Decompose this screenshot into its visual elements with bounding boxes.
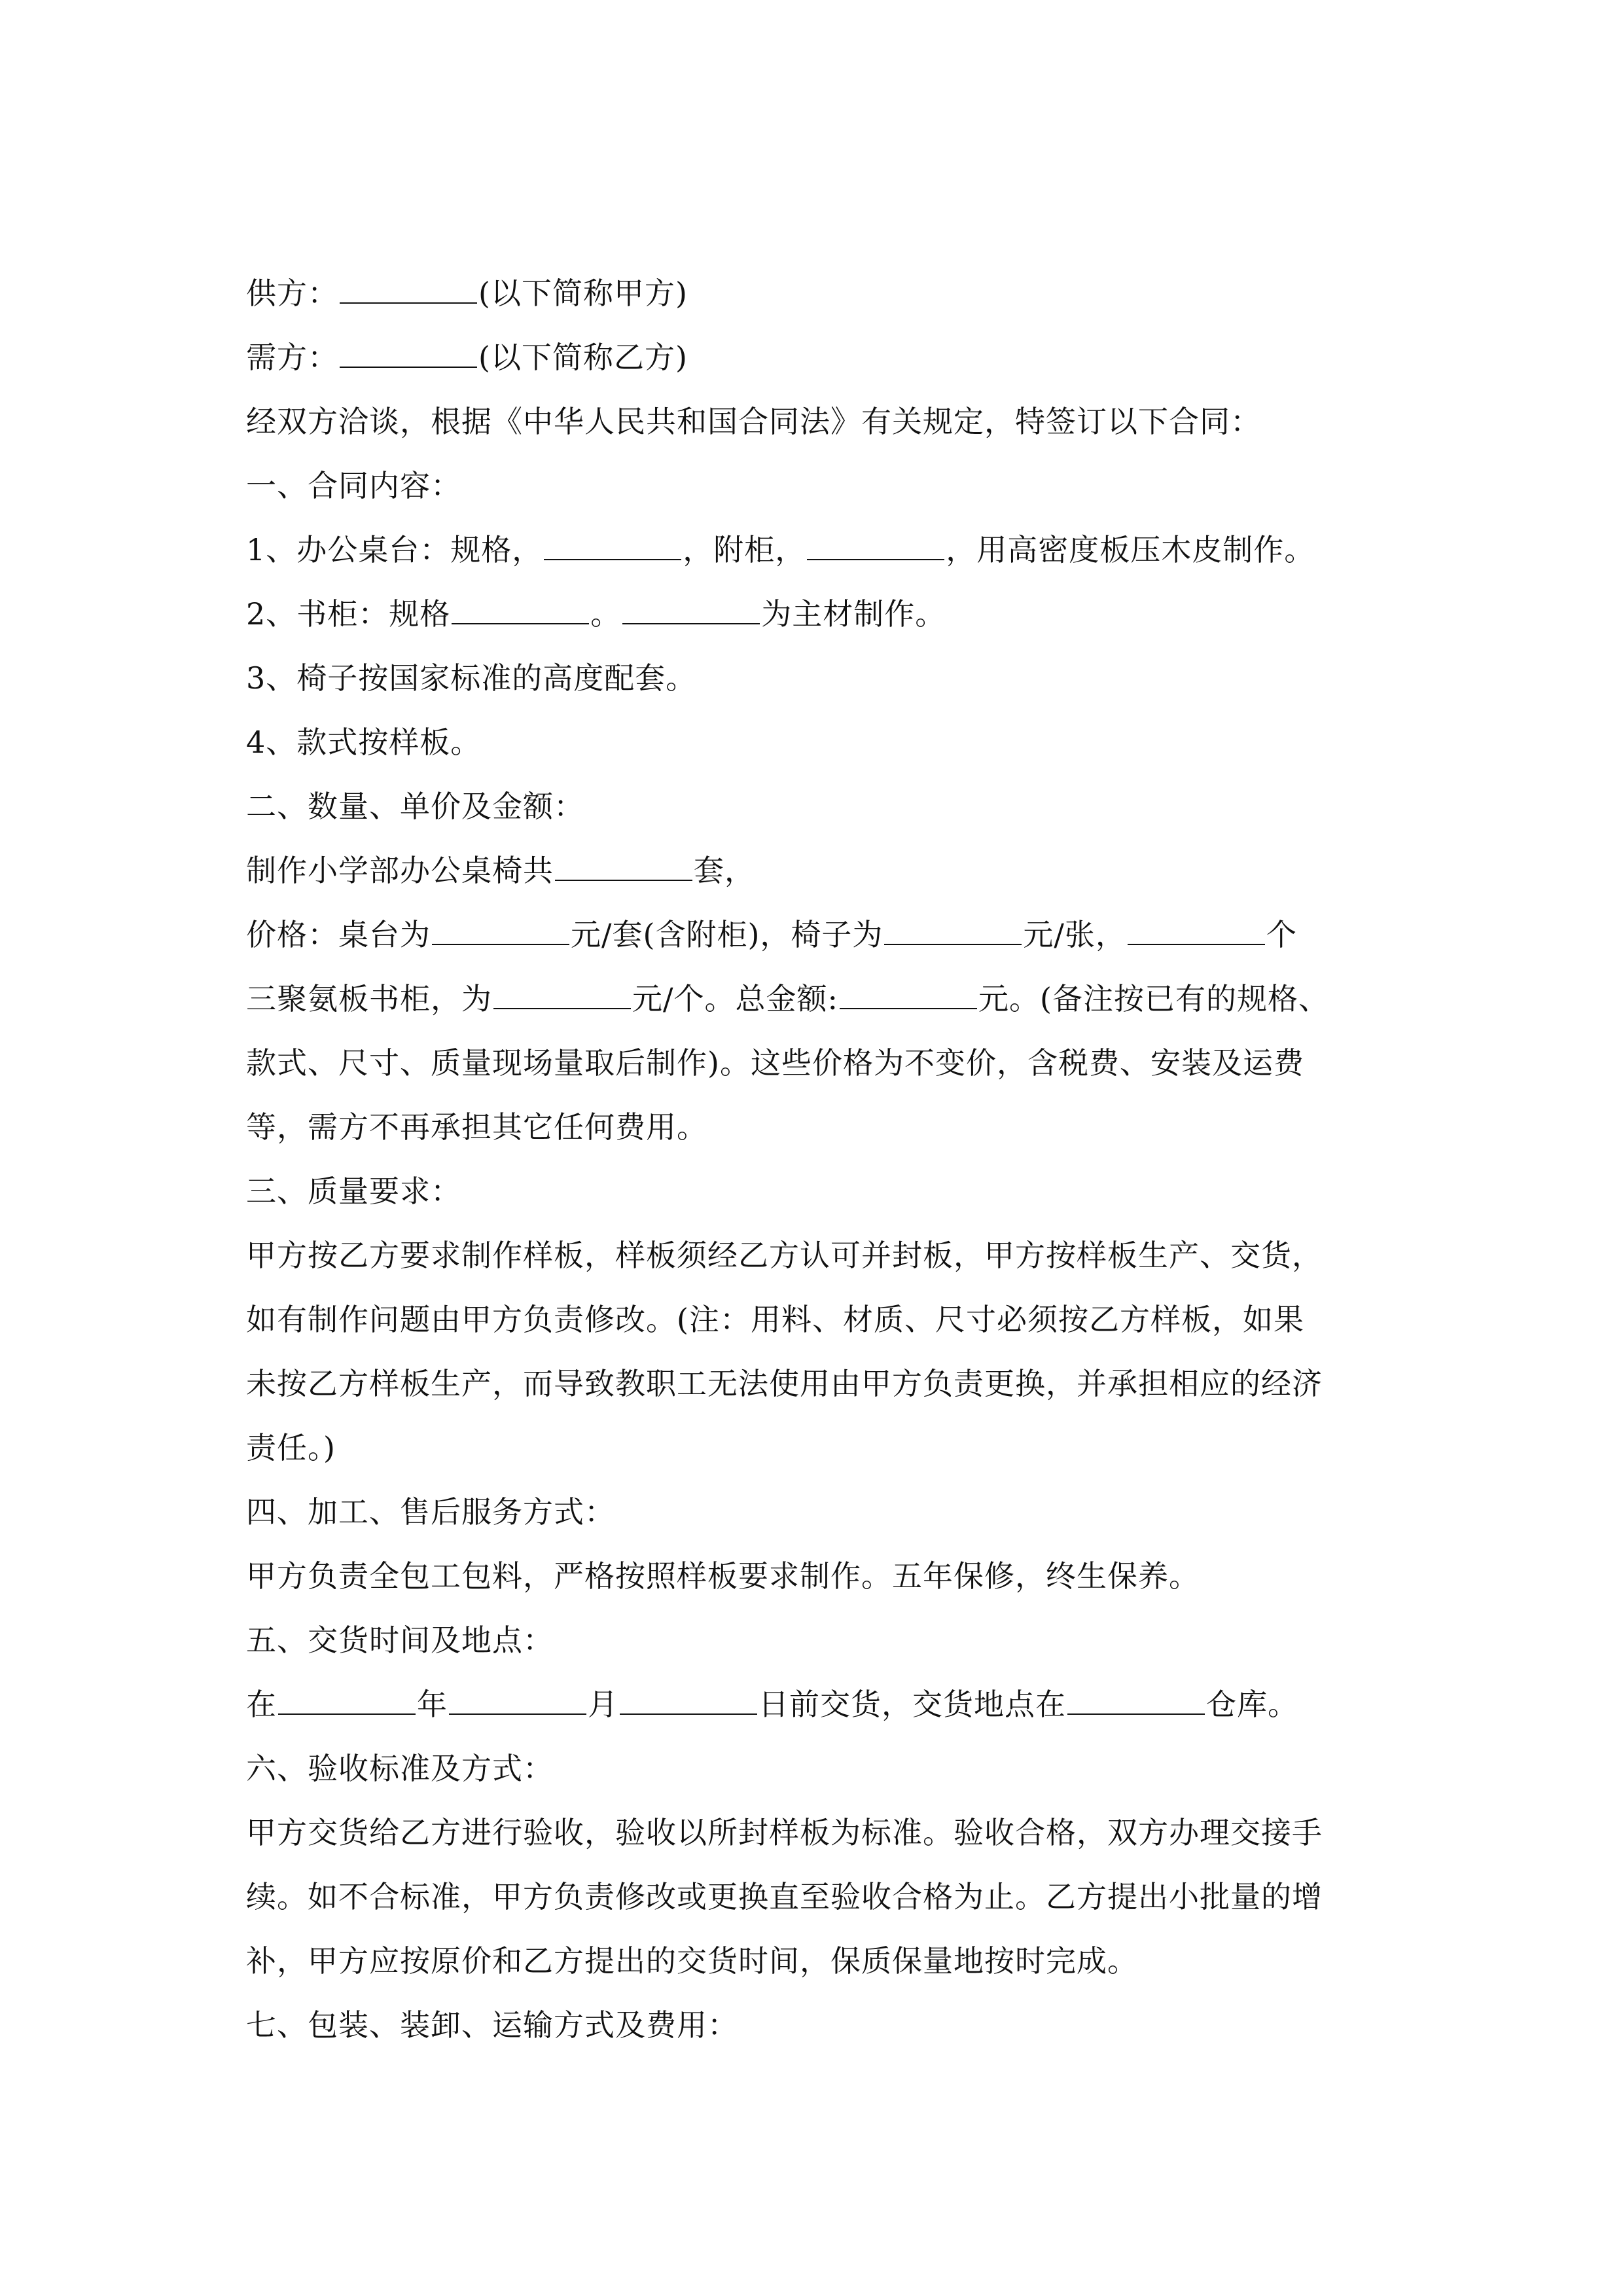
text-segment: 制作小学部办公桌椅共 <box>246 853 554 888</box>
buyer-blank <box>340 338 477 368</box>
section-2-line-5: 等，需方不再承担其它任何费用。 <box>246 1109 707 1145</box>
section-3-line-1: 甲方按乙方要求制作样板，样板须经乙方认可并封板，甲方按样板生产、交货， <box>246 1238 1323 1273</box>
section-5-title: 五、交货时间及地点： <box>246 1623 554 1658</box>
text-segment: 元/套(含附柜)，椅子为 <box>571 917 883 952</box>
section-1-item-1 <box>246 530 1391 569</box>
text-segment: 个 <box>1266 917 1297 952</box>
supplier-label: 供方： <box>246 276 338 311</box>
text-segment: 。 <box>590 596 622 632</box>
buyer-label: 需方： <box>246 340 338 375</box>
supplier-blank <box>340 274 477 304</box>
section-4-title: 四、加工、售后服务方式： <box>246 1494 615 1530</box>
section-3-title: 三、质量要求： <box>246 1174 461 1209</box>
text-segment: 日前交货，交货地点在 <box>758 1687 1066 1722</box>
supplier-suffix: (以下简称甲方) <box>478 276 688 311</box>
text-segment: 年 <box>417 1687 448 1722</box>
bookcase-material-blank <box>622 594 760 624</box>
section-1-item-3: 3、椅子按国家标准的高度配套。 <box>246 660 697 696</box>
year-blank <box>278 1685 416 1715</box>
text-segment: 为主材制作。 <box>761 596 946 632</box>
section-1-item-4: 4、款式按样板。 <box>246 725 482 760</box>
buyer-suffix: (以下简称乙方) <box>478 340 688 375</box>
section-6-title: 六、验收标准及方式： <box>246 1751 554 1786</box>
section-2-title: 二、数量、单价及金额： <box>246 789 584 824</box>
day-blank <box>620 1685 757 1715</box>
section-6-line-1: 甲方交货给乙方进行验收，验收以所封样板为标准。验收合格，双方办理交接手 <box>246 1815 1323 1850</box>
text-segment: 元。(备注按已有的规格、 <box>978 981 1329 1016</box>
supplier-line <box>246 274 1391 313</box>
bookcase-price-blank <box>493 979 631 1009</box>
section-5-line-1 <box>246 1685 1391 1724</box>
text-segment: 月 <box>588 1687 618 1722</box>
section-3-line-2: 如有制作问题由甲方负责修改。(注：用料、材质、尺寸必须按乙方样板，如果 <box>246 1302 1304 1337</box>
bookcase-count-blank <box>1128 915 1265 945</box>
text-segment: 三聚氨板书柜，为 <box>246 981 492 1016</box>
text-segment: 元/个。总金额: <box>632 981 838 1016</box>
text-segment: 价格：桌台为 <box>246 917 431 952</box>
text-segment: 套， <box>694 853 755 888</box>
desk-price-blank <box>432 915 569 945</box>
text-segment: 1、办公桌台：规格， <box>246 532 543 567</box>
text-segment: 元/张， <box>1023 917 1126 952</box>
section-1-item-2 <box>246 594 1391 634</box>
buyer-line <box>246 338 1391 377</box>
bookcase-spec-blank <box>452 594 589 624</box>
month-blank <box>449 1685 586 1715</box>
section-2-line-1 <box>246 851 1391 890</box>
warehouse-blank <box>1067 1685 1205 1715</box>
chair-price-blank <box>884 915 1022 945</box>
section-3-line-3: 未按乙方样板生产，而导致教职工无法使用由甲方负责更换，并承担相应的经济 <box>246 1366 1323 1401</box>
text-segment: 2、书柜：规格 <box>246 596 451 632</box>
total-amount-blank <box>840 979 977 1009</box>
section-6-line-3: 补，甲方应按原价和乙方提出的交货时间，保质保量地按时完成。 <box>246 1943 1138 1979</box>
section-2-line-2 <box>246 915 1391 954</box>
text-segment: 在 <box>246 1687 277 1722</box>
text-segment: ，用高密度板压木皮制作。 <box>946 532 1315 567</box>
cabinet-blank <box>807 530 944 560</box>
text-segment: 仓库。 <box>1206 1687 1298 1722</box>
section-4-line-1: 甲方负责全包工包料，严格按照样板要求制作。五年保修，终生保养。 <box>246 1558 1200 1594</box>
section-6-line-2: 续。如不合标准，甲方负责修改或更换直至验收合格为止。乙方提出小批量的增 <box>246 1879 1323 1914</box>
text-segment: ，附柜， <box>683 532 806 567</box>
section-3-line-4: 责任。) <box>246 1430 336 1465</box>
section-7-title: 七、包装、装卸、运输方式及费用： <box>246 2007 738 2043</box>
set-count-blank <box>555 851 692 881</box>
section-1-title: 一、合同内容： <box>246 468 461 503</box>
preamble: 经双方洽谈，根据《中华人民共和国合同法》有关规定，特签订以下合同： <box>246 404 1261 439</box>
section-2-line-4: 款式、尺寸、质量现场量取后制作)。这些价格为不变价，含税费、安装及运费 <box>246 1045 1304 1081</box>
section-2-line-3 <box>246 979 1391 1018</box>
desk-spec-blank <box>544 530 681 560</box>
